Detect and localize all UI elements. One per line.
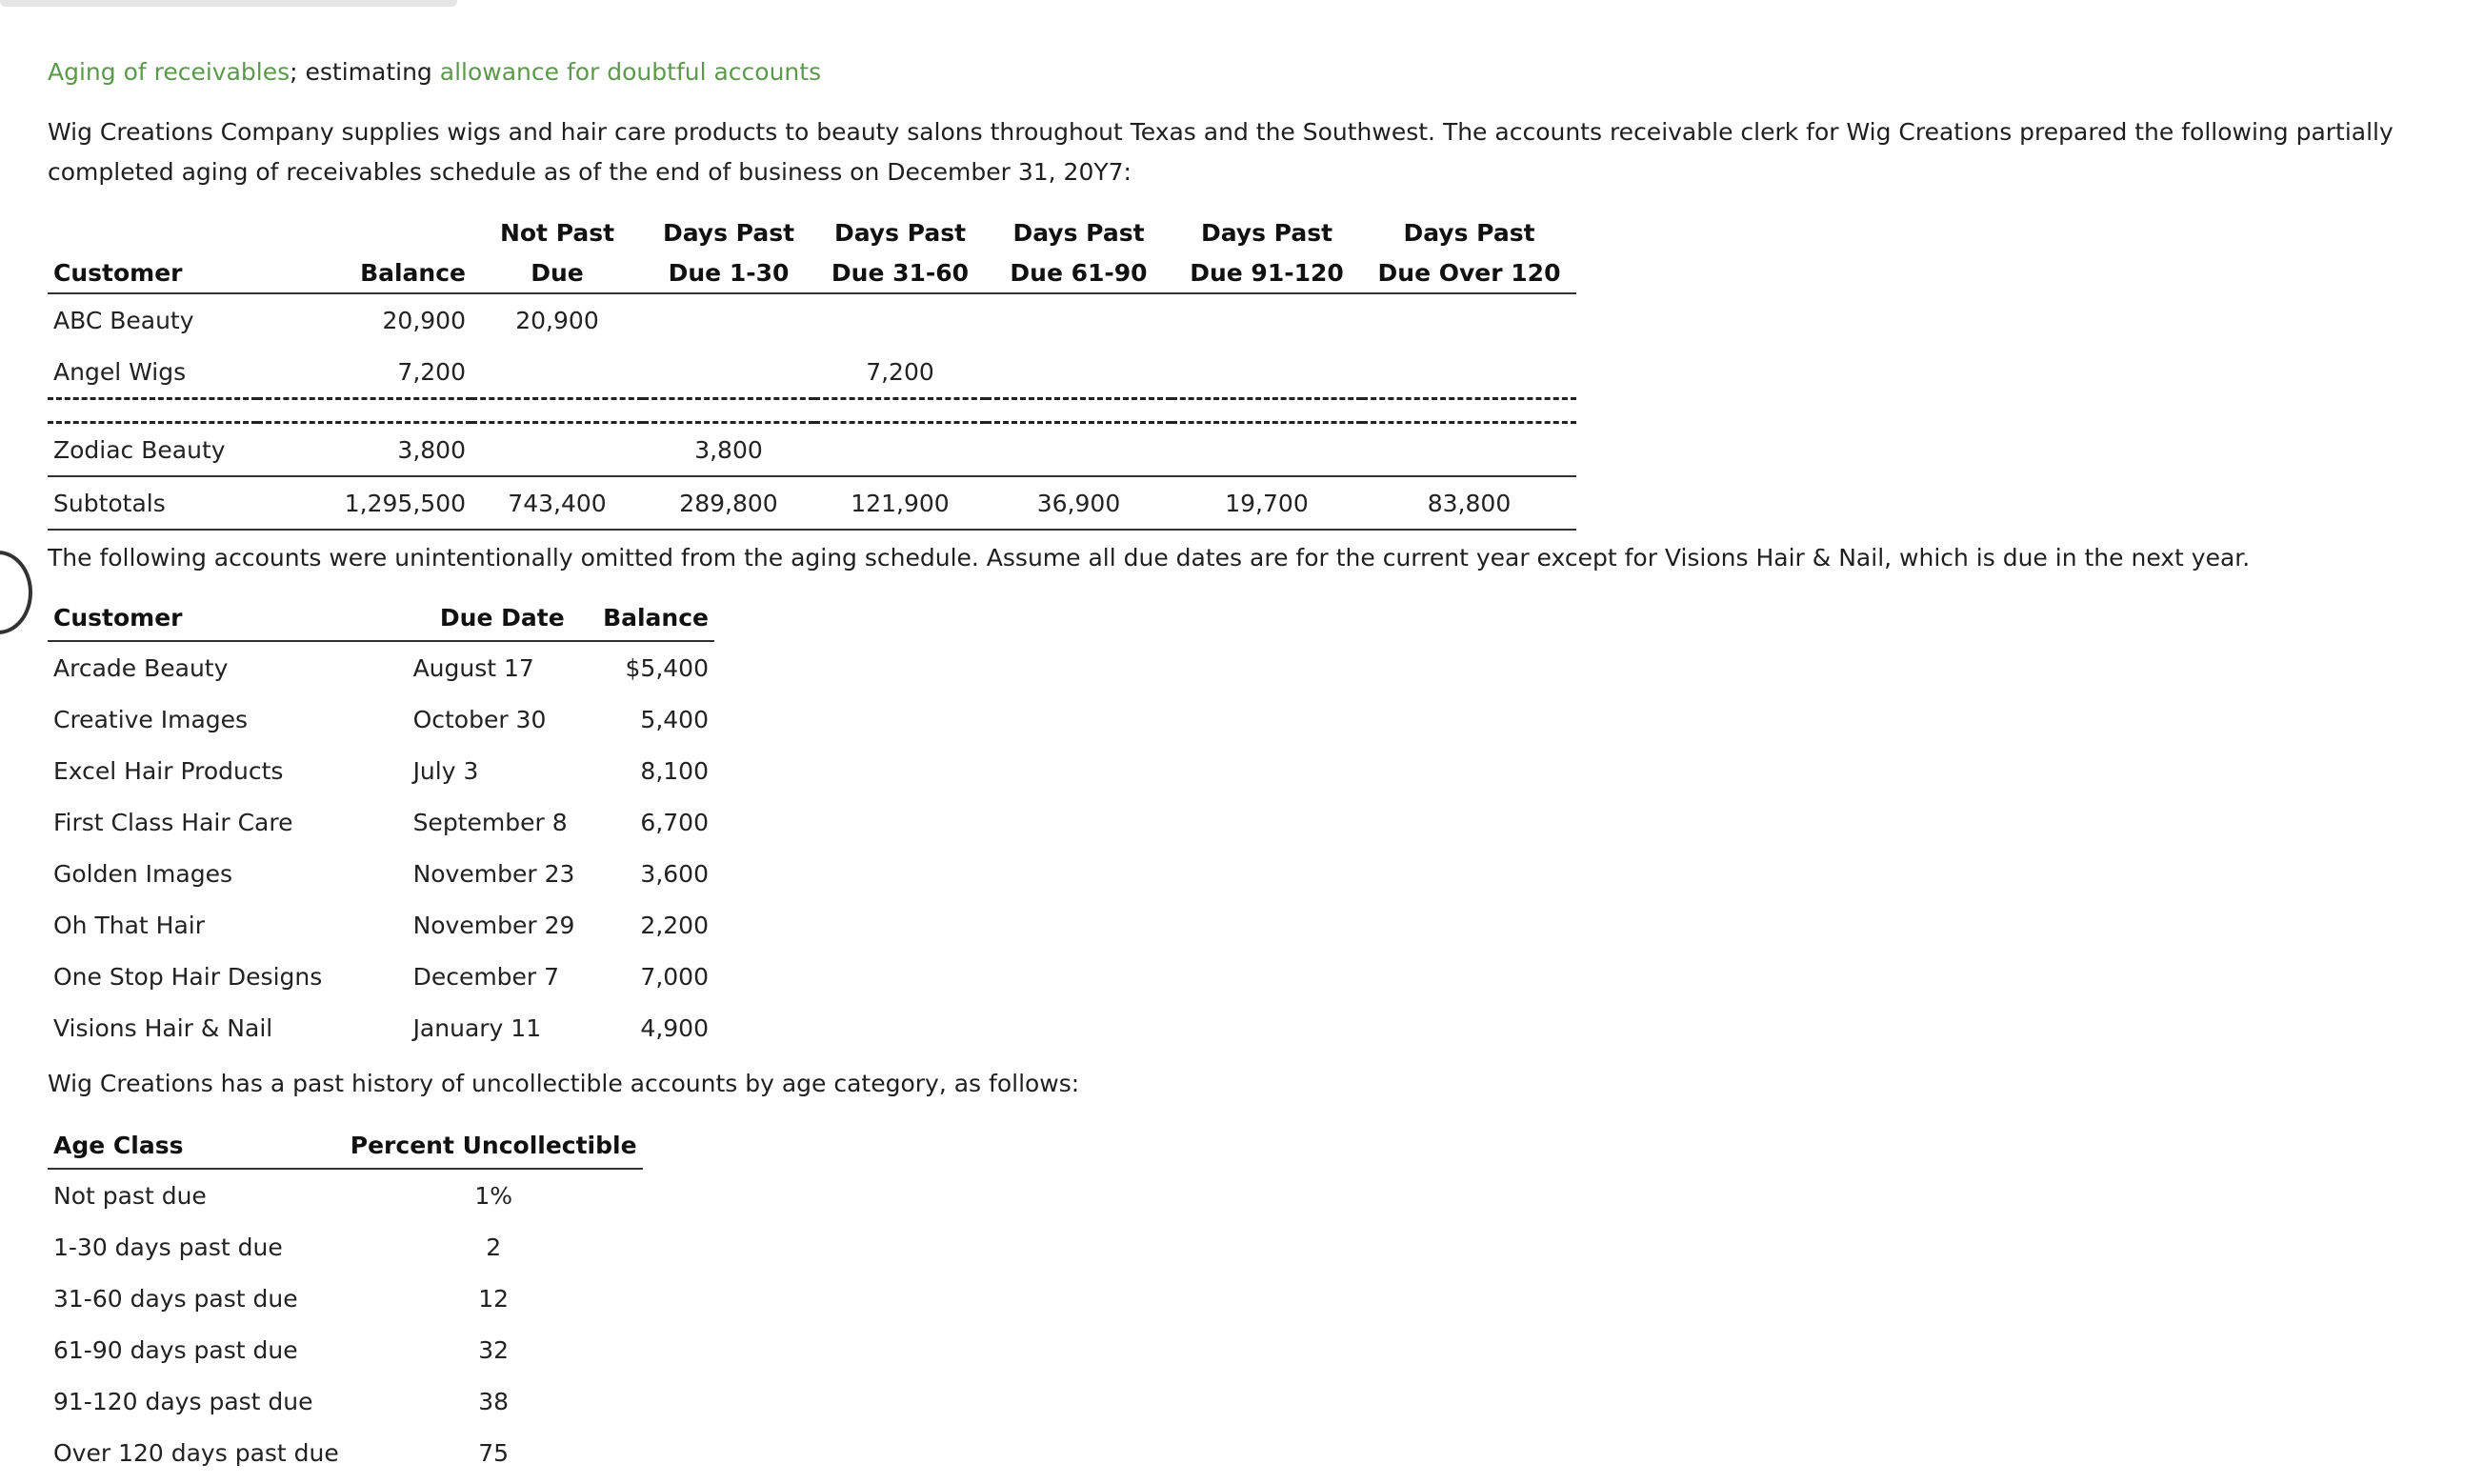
allowance-doubtful-accounts-link[interactable]: allowance for doubtful accounts <box>439 58 822 86</box>
not-past-due-cell <box>471 346 643 399</box>
dashed-separator <box>48 399 1576 423</box>
heading-separator: ; estimating <box>290 58 440 86</box>
due-date-cell: October 30 <box>412 705 547 733</box>
balance-cell: 6,700 <box>640 808 709 836</box>
customer-cell: Arcade Beauty <box>53 653 229 682</box>
due-date-cell: November 29 <box>412 911 575 939</box>
table-row <box>48 641 714 693</box>
aging-header-top: Days Past <box>662 218 795 247</box>
age-class-cell: 61-90 days past due <box>53 1335 298 1364</box>
subtotal-due-91-120: 19,700 <box>1172 476 1362 530</box>
due-date-cell: December 7 <box>412 962 560 991</box>
due-31-60-cell <box>814 293 986 346</box>
due-1-30-cell: 3,800 <box>694 435 763 464</box>
due-61-90-cell <box>986 346 1172 399</box>
table-row <box>48 1221 643 1273</box>
aging-header-top <box>48 212 257 252</box>
aging-header-top <box>257 212 471 252</box>
omitted-header-row <box>48 594 714 641</box>
subtotal-due-over-120: 83,800 <box>1362 476 1576 530</box>
subtotal-due-61-90: 36,900 <box>986 476 1172 530</box>
balance-cell: 7,000 <box>640 962 709 991</box>
percent-cell: 2 <box>486 1233 502 1261</box>
customer-cell: First Class Hair Care <box>53 808 293 836</box>
customer-cell: Zodiac Beauty <box>53 435 226 464</box>
intro-paragraph: Wig Creations Company supplies wigs and hair care products to beauty salons throughout Texas and the Southwest. The accounts receivable clerk for Wig Creations prepared the following partially completed aging of receivables schedule as of the end of business on December 31, 20Y7: <box>48 118 2394 186</box>
customer-cell: Creative Images <box>53 705 249 733</box>
percent-cell: 12 <box>478 1284 510 1313</box>
aging-header-row-top <box>48 212 1576 252</box>
history-header: Age Class <box>48 1122 345 1169</box>
due-date-cell: July 3 <box>412 756 479 785</box>
customer-cell: One Stop Hair Designs <box>53 962 323 991</box>
age-class-cell: 31-60 days past due <box>53 1284 298 1313</box>
balance-cell: 8,100 <box>640 756 709 785</box>
aging-header: Due 61-90 <box>986 252 1172 293</box>
table-row <box>48 1169 643 1221</box>
customer-cell: Visions Hair & Nail <box>53 1013 273 1042</box>
table-row <box>48 1273 643 1324</box>
omitted-accounts-note: The following accounts were unintentionally omitted from the aging schedule. Assume all due dates are for the current year except for Visions Hair & Nail, which is due in the next year. <box>48 544 2251 572</box>
table-row <box>48 346 1576 399</box>
balance-cell: $5,400 <box>625 653 709 682</box>
table-row <box>48 1002 714 1053</box>
aging-header-top: Days Past <box>1403 218 1535 247</box>
balance-cell: 3,600 <box>640 859 709 888</box>
aging-header: Due Over 120 <box>1362 252 1576 293</box>
percent-cell: 38 <box>478 1387 510 1415</box>
due-date-cell: August 17 <box>412 653 534 682</box>
customer-cell: Oh That Hair <box>53 911 205 939</box>
subtotal-balance: 1,295,500 <box>257 476 471 530</box>
loading-circle-icon <box>0 551 32 634</box>
percent-cell: 1% <box>474 1181 512 1210</box>
age-class-cell: 1-30 days past due <box>53 1233 283 1261</box>
due-91-120-cell <box>1172 293 1362 346</box>
table-row <box>48 423 1576 477</box>
balance-cell: 7,200 <box>397 357 466 386</box>
history-header-row <box>48 1122 643 1169</box>
due-91-120-cell <box>1172 423 1362 477</box>
aging-header-top: Days Past <box>1200 218 1333 247</box>
due-date-cell: November 23 <box>412 859 575 888</box>
subtotals-label: Subtotals <box>48 476 257 530</box>
aging-header: Due 1-30 <box>643 252 814 293</box>
balance-cell: 4,900 <box>640 1013 709 1042</box>
age-class-cell: Over 120 days past due <box>53 1438 339 1467</box>
table-row <box>48 293 1576 346</box>
top-scroll-bar <box>0 0 457 7</box>
percent-cell: 32 <box>478 1335 510 1364</box>
omitted-header: Due Date <box>408 594 597 641</box>
balance-cell: 2,200 <box>640 911 709 939</box>
aging-header-row-bottom <box>48 252 1576 293</box>
aging-header: Due 31-60 <box>814 252 986 293</box>
age-class-cell: Not past due <box>53 1181 207 1210</box>
aging-of-receivables-link[interactable]: Aging of receivables <box>48 58 290 86</box>
omitted-rows-separator <box>48 399 1576 423</box>
omitted-header: Balance <box>597 594 714 641</box>
subtotal-due-31-60: 121,900 <box>814 476 986 530</box>
not-past-due-cell <box>471 423 643 477</box>
aging-header-top: Not Past <box>499 218 615 247</box>
due-61-90-cell <box>986 423 1172 477</box>
due-over-120-cell <box>1362 423 1576 477</box>
aging-header: Due <box>471 252 643 293</box>
due-91-120-cell <box>1172 346 1362 399</box>
history-header: Percent Uncollectible <box>345 1122 643 1169</box>
table-row <box>48 1375 643 1427</box>
customer-cell: Angel Wigs <box>53 357 187 386</box>
omitted-accounts-table <box>48 594 714 1053</box>
subtotal-not-past-due: 743,400 <box>471 476 643 530</box>
percent-cell: 75 <box>478 1438 510 1467</box>
due-31-60-cell <box>814 423 986 477</box>
due-over-120-cell <box>1362 346 1576 399</box>
table-row <box>48 1324 643 1375</box>
table-row <box>48 951 714 1002</box>
balance-cell: 20,900 <box>382 306 466 334</box>
omitted-header: Customer <box>48 594 408 641</box>
aging-header: Due 91-120 <box>1172 252 1362 293</box>
customer-cell: Golden Images <box>53 859 232 888</box>
age-class-cell: 91-120 days past due <box>53 1387 313 1415</box>
aging-header: Balance <box>257 252 471 293</box>
subtotal-due-1-30: 289,800 <box>643 476 814 530</box>
uncollectible-history-table <box>48 1122 643 1478</box>
due-61-90-cell <box>986 293 1172 346</box>
balance-cell: 3,800 <box>397 435 466 464</box>
history-note: Wig Creations has a past history of uncollectible accounts by age category, as follows: <box>48 1070 1080 1097</box>
table-row <box>48 899 714 951</box>
due-date-cell: January 11 <box>412 1013 542 1042</box>
aging-header-top: Days Past <box>1012 218 1145 247</box>
balance-cell: 5,400 <box>640 705 709 733</box>
table-row <box>48 1427 643 1478</box>
table-row <box>48 796 714 848</box>
section-heading <box>48 57 821 88</box>
customer-cell: ABC Beauty <box>53 306 194 334</box>
aging-schedule-table <box>48 212 1576 531</box>
due-date-cell: September 8 <box>412 808 568 836</box>
not-past-due-cell: 20,900 <box>515 306 599 334</box>
customer-cell: Excel Hair Products <box>53 756 284 785</box>
due-over-120-cell <box>1362 293 1576 346</box>
aging-header: Customer <box>48 252 257 293</box>
table-row <box>48 745 714 796</box>
due-31-60-cell: 7,200 <box>866 357 934 386</box>
aging-header-top: Days Past <box>833 218 967 247</box>
due-1-30-cell <box>643 293 814 346</box>
table-row <box>48 693 714 745</box>
table-row <box>48 848 714 899</box>
due-1-30-cell <box>643 346 814 399</box>
subtotals-row <box>48 476 1576 530</box>
